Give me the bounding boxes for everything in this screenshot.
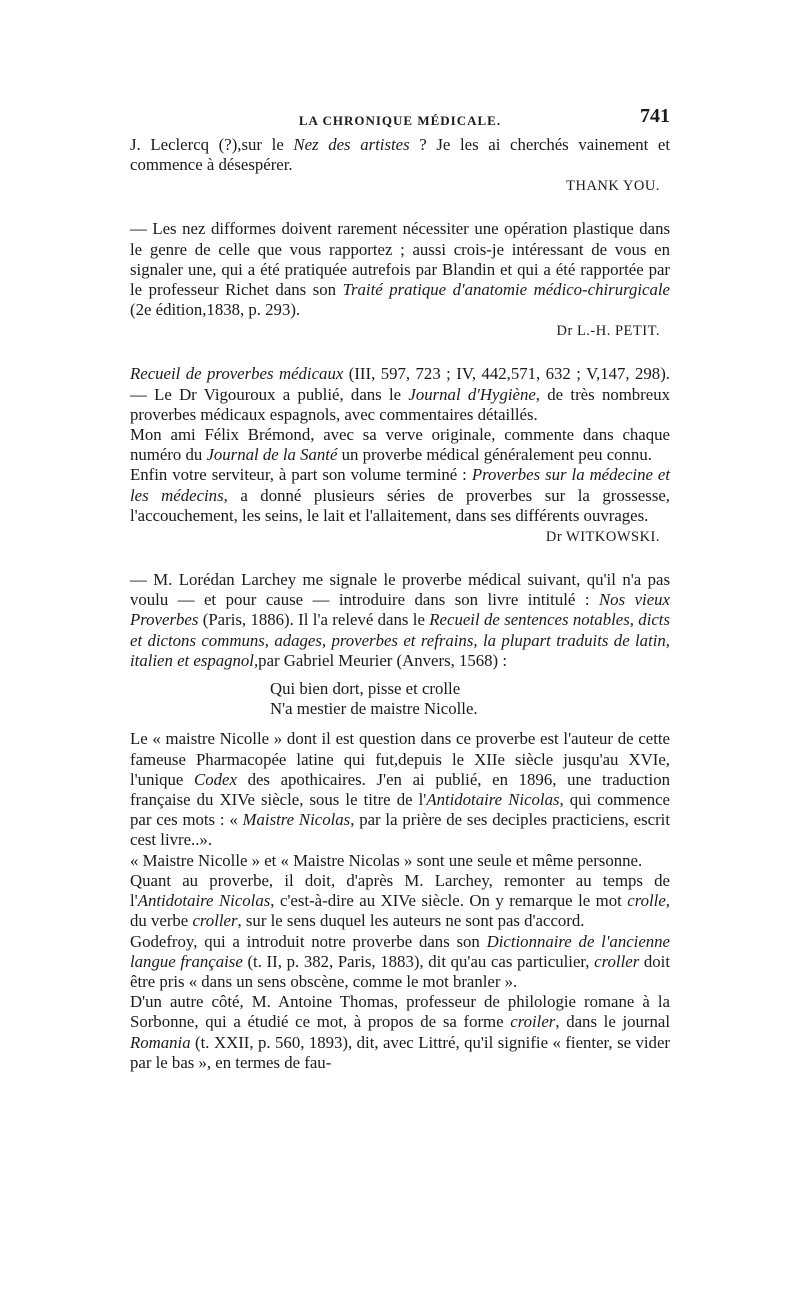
paragraph-recueil: [130, 364, 670, 425]
proverb-verse: [130, 679, 670, 719]
paragraph-thomas: [130, 992, 670, 1073]
paragraph-proverbe: [130, 871, 670, 932]
text-span: Quant au proverbe, il doit, d'après M. Larchey, remonter au temps de l': [130, 870, 670, 911]
spacer: [130, 197, 670, 219]
italic-title: Proverbes sur la médecine et les médecins: [130, 465, 670, 505]
signature-thank-you: THANK YOU.: [566, 178, 660, 195]
text-span: , a donné plusieurs séries de proverbes sur la grossesse, l'accouchement, les seins, le lait et l'allaitement, dans ses différents ouvrages.: [130, 485, 670, 525]
text-span: par Gabriel Meurier (Anvers, 1568) :: [258, 650, 508, 670]
italic-title: Nez des artistes: [293, 135, 410, 154]
page-header: [130, 105, 670, 135]
text-span: Le « maistre Nicolle » dont il est question dans ce proverbe est l'auteur de cette fameuse Pharmacopée latine qui fut,depuis le XIIe siècle jusqu'au XVIe, l'unique: [130, 729, 670, 789]
italic-title: Maistre Nicolas: [242, 810, 351, 830]
text-span: Mon ami Félix Brémond, avec sa verve originale, commente dans chaque numéro du: [130, 425, 670, 465]
paragraph-leclercq: [130, 135, 670, 175]
italic-word: croller: [192, 911, 238, 931]
italic-title: Codex: [194, 769, 237, 789]
italic-title: Recueil de proverbes médicaux: [130, 364, 344, 384]
italic-title: Antidotaire Nicolas: [137, 891, 271, 911]
text-span: , c'est-à-dire au XIVe siècle. On y remarque le mot: [270, 891, 628, 911]
paragraph-nez-difformes: [130, 219, 670, 320]
text-span: , de très nombreux proverbes médicaux espagnols, avec commentaires détaillés.: [130, 384, 670, 424]
italic-word: croller: [594, 951, 640, 971]
text-span: (2e édition,1838, p. 293).: [130, 300, 301, 320]
verse-line: Qui bien dort, pisse et crolle: [270, 679, 461, 699]
text-span: — M. Lorédan Larchey me signale le proverbe médical suivant, qu'il n'a pas voulu — et pour cause — introduire dans son livre intitulé :: [130, 570, 670, 610]
text-span: — Les nez difformes doivent rarement nécessiter une opération plastique dans le genre de celle que vous rapportez ; aussi crois-je intéressant de vous en signaler une, qui a été pratiquée autrefois par Blandin et qui a été rapportée par le professeur Richet dans son: [130, 219, 670, 300]
text-span: des apothicaires. J'en ai publié, en 1896, une traduction française du XIVe siècle, sous le titre de l': [130, 769, 670, 810]
italic-title: Romania: [130, 1032, 191, 1052]
text-span: Enfin votre serviteur, à part son volume terminé :: [130, 465, 472, 485]
running-title: LA CHRONIQUE MÉDICALE.: [298, 113, 502, 128]
paragraph-larchey: [130, 570, 670, 671]
italic-title: Nos vieux Proverbes: [130, 590, 670, 630]
text-span: un proverbe médical généralement peu connu.: [337, 445, 652, 465]
paragraph-maistre-nicolle: [130, 729, 670, 850]
text-span: (t. XXII, p. 560, 1893), dit, avec Littré, qu'il signifie « fienter, se vider par le bas », en termes de fau-: [130, 1032, 670, 1072]
text-span: , sur le sens duquel les auteurs ne sont pas d'accord.: [237, 911, 585, 931]
text-span: (Paris, 1886). Il l'a relevé dans le: [198, 610, 430, 630]
text-span: D'un autre côté, M. Antoine Thomas, professeur de philologie romane à la Sorbonne, qui a étudié ce mot, à propos de sa forme: [130, 992, 670, 1032]
page-number: 741: [640, 105, 670, 127]
text-span: , du verbe: [130, 891, 670, 931]
text-span: ? Je les ai cherchés vainement et commence à désespérer.: [130, 135, 670, 175]
italic-title: Traité pratique d'anatomie médico-chirurgicale: [342, 280, 670, 300]
text-span: , par la prière de ses deciples practiciens, escrit cest livre..».: [130, 810, 671, 850]
text-span: (III, 597, 723 ; IV, 442,571, 632 ; V,147, 298). — Le Dr Vigouroux a publié, dans le: [130, 364, 670, 404]
italic-title: Journal de la Santé: [206, 445, 338, 465]
italic-title: Antidotaire Nicolas: [426, 790, 560, 810]
text-span: J. Leclercq (?),sur le: [130, 135, 294, 154]
signature-witkowski: Dr WITKOWSKI.: [545, 529, 660, 546]
paragraph-serviteur: [130, 465, 670, 526]
text-span: (t. II, p. 382, Paris, 1883), dit qu'au cas particulier,: [242, 951, 595, 971]
text-span: doit être pris « dans un sens obscène, comme le mot branler ».: [130, 951, 670, 991]
italic-title: Recueil de sentences notables, dicts et dictons communs, adages, proverbes et refrains, la plupart traduits de latin, italien et espagnol,: [130, 610, 670, 670]
italic-word: crolle: [627, 891, 666, 911]
paragraph-bremond: [130, 425, 670, 465]
text-span: , dans le journal: [555, 1012, 671, 1032]
text-span: , qui commence par ces mots : «: [130, 790, 670, 830]
paragraph-meme-personne: « Maistre Nicolle » et « Maistre Nicolas » sont une seule et même personne.: [130, 850, 643, 870]
italic-title: Dictionnaire de l'ancienne langue française: [130, 931, 671, 971]
signature-petit: Dr L.-H. PETIT.: [556, 323, 660, 340]
spacer: [130, 548, 670, 570]
spacer: [130, 342, 670, 364]
italic-word: croiler: [510, 1012, 556, 1032]
paragraph-godefroy: [130, 932, 670, 993]
verse-line: N'a mestier de maistre Nicolle.: [270, 699, 478, 719]
text-span: Godefroy, qui a introduit notre proverbe dans son: [130, 931, 487, 951]
italic-title: Journal d'Hygiène: [408, 384, 536, 404]
